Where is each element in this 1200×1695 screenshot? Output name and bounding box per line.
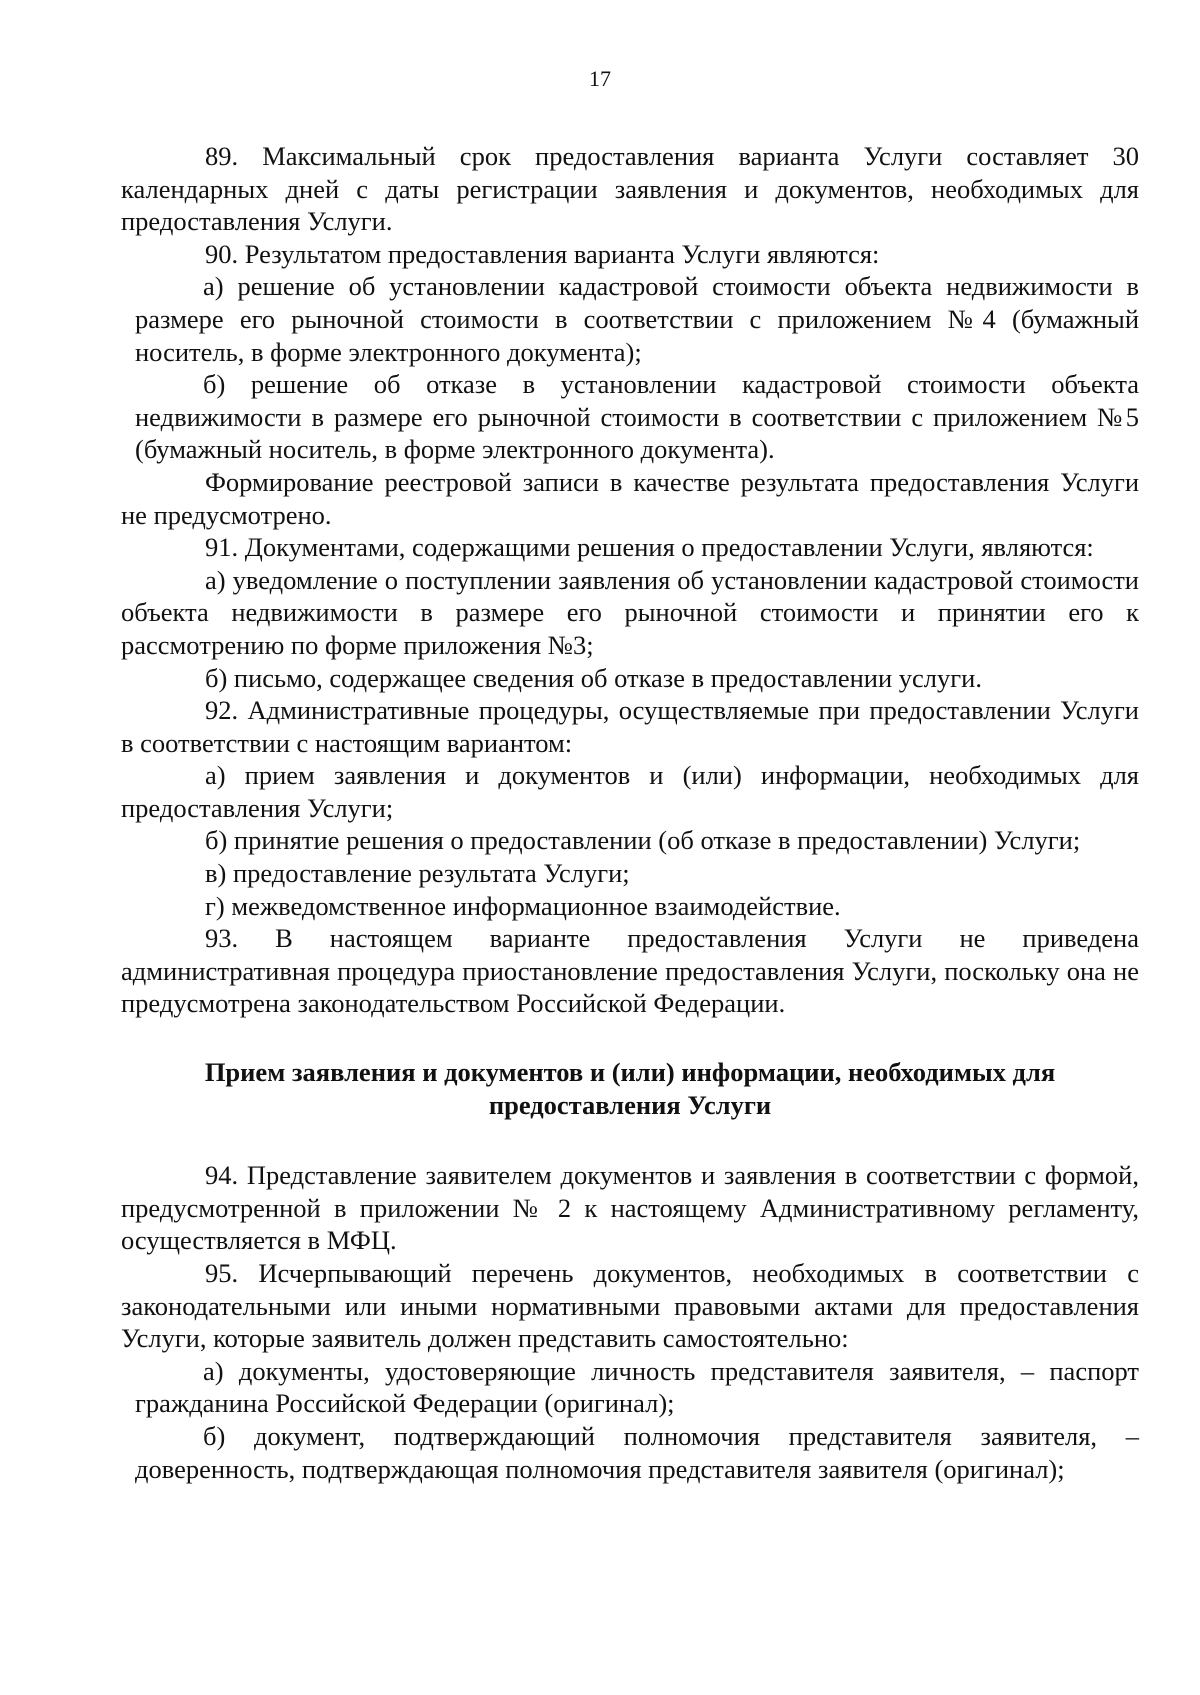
paragraph-p95b: б) документ, подтверждающий полномочия представителя заявителя, – доверенность, подтверждающая полномочия представителя заявителя (оригинал); [135, 1420, 1139, 1484]
paragraph-p95a: а) документы, удостоверяющие личность представителя заявителя, – паспорт гражданина Российской Федерации (оригинал); [135, 1355, 1139, 1419]
paragraph-p92b: б) принятие решения о предоставлении (об отказе в предоставлении) Услуги; [205, 825, 1081, 856]
paragraph-p91a: а) уведомление о поступлении заявления об установлении кадастровой стоимости объекта недвижимости в размере его рыночной стоимости и принятии его к рассмотрению по форме приложения №3; [121, 564, 1139, 660]
page-number: 17 [589, 66, 611, 91]
paragraph-p90b: б) решение об отказе в установлении кадастровой стоимости объекта недвижимости в размере его рыночной стоимости в соответствии с приложением №5 (бумажный носитель, в форме электронного документа). [135, 369, 1139, 465]
paragraph-p90: 90. Результатом предоставления варианта Услуги являются: [205, 238, 880, 269]
paragraph-p91: 91. Документами, содержащими решения о предоставлении Услуги, являются: [205, 532, 1094, 563]
document-body [121, 140, 1139, 1485]
paragraph-p90c: Формирование реестровой записи в качестве результата предоставления Услуги не предусмотрено. [121, 466, 1139, 530]
paragraphs-bottom [121, 1159, 1139, 1485]
paragraph-p92d: г) межведомственное информационное взаимодействие. [205, 890, 841, 921]
paragraph-p92c: в) предоставление результата Услуги; [205, 858, 630, 889]
paragraph-p92: 92. Административные процедуры, осуществляемые при предоставлении Услуги в соответствии с настоящим вариантом: [121, 695, 1139, 758]
paragraph-p92a: а) прием заявления и документов и (или) информации, необходимых для предоставления Услуги; [121, 760, 1139, 823]
paragraph-p94: 94. Представление заявителем документов и заявления в соответствии с формой, предусмотренной в приложении № 2 к настоящему Административному регламенту, осуществляется в МФЦ. [121, 1160, 1139, 1256]
paragraph-p93: 93. В настоящем варианте предоставления Услуги не приведена административная процедура приостановление предоставления Услуги, поскольку она не предусмотрена законодательством Российской Федерации. [121, 923, 1139, 1019]
section-heading: Прием заявления и документов и (или) информации, необходимых для предоставления Услуги [204, 1057, 1056, 1120]
paragraphs-top [121, 140, 1139, 1020]
paragraph-p90a: а) решение об установлении кадастровой стоимости объекта недвижимости в размере его рыночной стоимости в соответствии с приложением №4 (бумажный носитель, в форме электронного документа); [135, 271, 1139, 367]
paragraph-p95: 95. Исчерпывающий перечень документов, необходимых в соответствии с законодательными или иными нормативными правовыми актами для предоставления Услуги, которые заявитель должен представить самостоятельно: [121, 1258, 1139, 1354]
paragraph-p89: 89. Максимальный срок предоставления варианта Услуги составляет 30 календарных дней с даты регистрации заявления и документов, необходимых для предоставления Услуги. [121, 141, 1139, 237]
paragraph-p91b: б) письмо, содержащее сведения об отказе в предоставлении услуги. [205, 662, 982, 693]
